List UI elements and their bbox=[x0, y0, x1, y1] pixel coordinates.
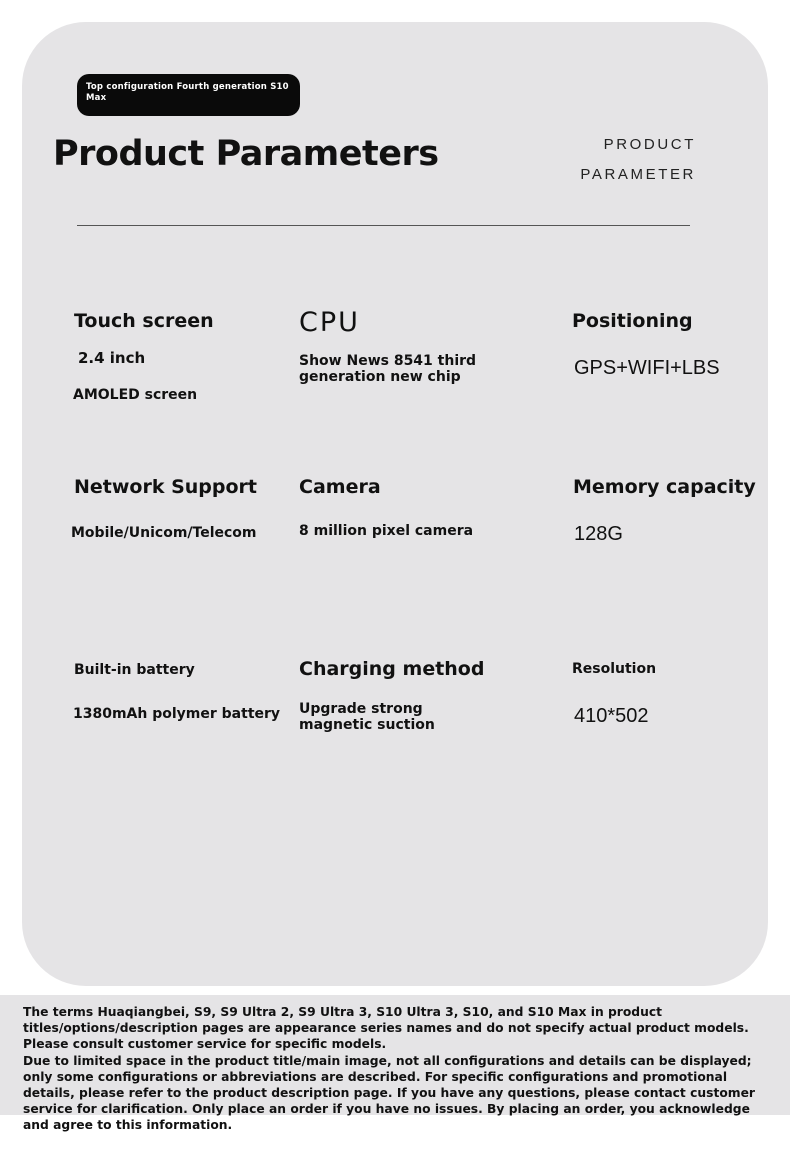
spec-label-network: Network Support bbox=[74, 476, 258, 498]
spec-value-resolution: 410*502 bbox=[574, 705, 649, 727]
spec-label-positioning: Positioning bbox=[572, 310, 693, 332]
subtitle-line-2: PARAMETER bbox=[580, 166, 696, 183]
spec-value-memory: 128G bbox=[574, 523, 623, 545]
spec-value-touch-screen-size: 2.4 inch bbox=[78, 349, 146, 367]
subtitle-line-1: PRODUCT bbox=[603, 136, 696, 153]
model-badge: Top configuration Fourth generation S10 Max bbox=[77, 74, 300, 116]
spec-label-battery: Built-in battery bbox=[74, 662, 195, 678]
spec-label-cpu: CPU bbox=[299, 307, 360, 338]
spec-label-resolution: Resolution bbox=[572, 661, 657, 677]
spec-value-charging: Upgrade strong magnetic suction bbox=[299, 701, 435, 733]
disclaimer-paragraph-1: The terms Huaqiangbei, S9, S9 Ultra 2, S9 Ultra 3, S10 Ultra 3, S10, and S10 Max in product titles/options/description pages are appearance series names and do not specify actual product models. Please consult customer service for specific models. bbox=[23, 1005, 749, 1052]
spec-label-touch-screen: Touch screen bbox=[74, 310, 214, 332]
disclaimer-footer bbox=[0, 995, 790, 1133]
disclaimer-paragraph-2: Due to limited space in the product title/main image, not all configurations and details can be displayed; only some configurations or abbreviations are described. For specific configurations and promotional details, please refer to the product description page. If you have any questions, please contact customer service for clarification. Only place an order if you have no issues. By placing an order, you acknowledge and agree to this information. bbox=[23, 1053, 755, 1133]
spec-label-memory: Memory capacity bbox=[573, 476, 756, 498]
header-divider bbox=[77, 225, 690, 226]
spec-value-positioning: GPS+WIFI+LBS bbox=[574, 357, 720, 379]
page-title: Product Parameters bbox=[53, 134, 439, 174]
spec-value-network: Mobile/Unicom/Telecom bbox=[71, 525, 257, 541]
spec-label-camera: Camera bbox=[299, 476, 381, 498]
spec-value-battery: 1380mAh polymer battery bbox=[73, 706, 281, 722]
spec-value-cpu: Show News 8541 third generation new chip bbox=[299, 353, 477, 385]
spec-value-camera: 8 million pixel camera bbox=[299, 523, 474, 539]
spec-value-touch-screen-type: AMOLED screen bbox=[73, 387, 198, 403]
spec-label-charging: Charging method bbox=[299, 658, 485, 680]
